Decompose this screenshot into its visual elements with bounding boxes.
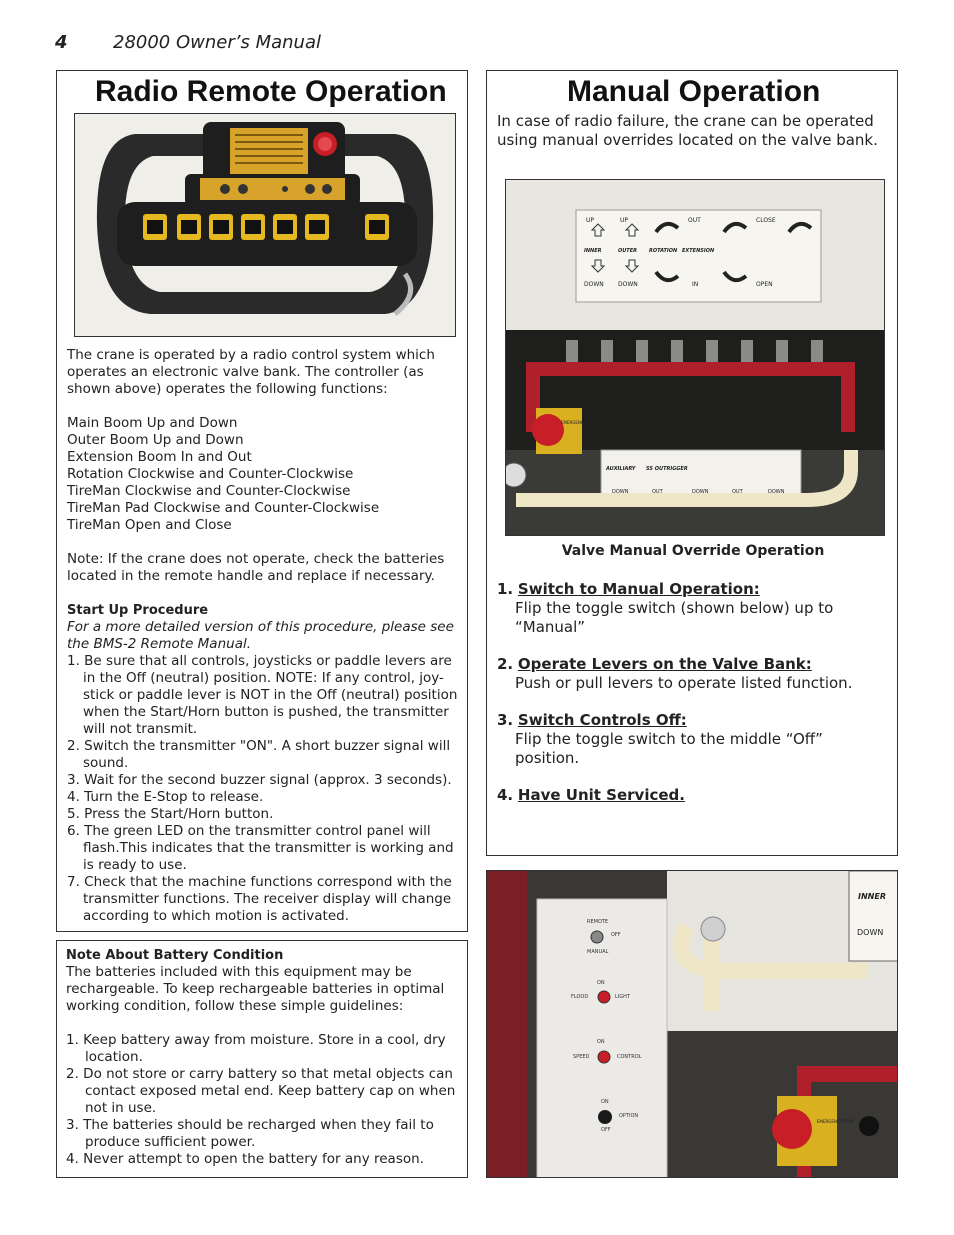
valve-up-label: UP — [586, 217, 595, 224]
switch-estop-label: EMERGENCY STOP — [817, 1119, 854, 1124]
switch-option-label: OPTION — [619, 1113, 639, 1119]
step-number: 4. — [497, 786, 514, 804]
valve-col-label: OUTER — [618, 248, 637, 254]
valve-up-label: CLOSE — [756, 217, 776, 224]
startup-step: 2. Switch the transmitter "ON". A short buzzer signal will sound. — [67, 738, 451, 771]
startup-step: 3. Wait for the second buzzer signal (approx. 3 seconds). — [67, 772, 452, 788]
battery-note: Note: If the crane does not operate, check the batteries located in the remote handle and replace if necessary. — [67, 551, 445, 584]
valve-col-label: INNER — [584, 248, 602, 254]
battery-item: 1. Keep battery away from moisture. Store in a cool, dry location. — [66, 1032, 446, 1065]
switch-speed-label: SPEED — [573, 1054, 590, 1060]
step-heading: Have Unit Serviced. — [517, 786, 685, 804]
switch-inner-label: INNER — [858, 892, 886, 901]
manual-step-title — [497, 580, 889, 599]
valve-down-label: DOWN — [584, 281, 604, 288]
step-heading: Switch to Manual Operation: — [517, 580, 760, 598]
valve-col-label: ROTATION — [649, 248, 678, 254]
radio-body-text — [67, 347, 459, 925]
startup-step: 4. Turn the E-Stop to release. — [67, 789, 264, 805]
manual-step-desc: Flip the toggle switch (shown below) up to “Manual” — [515, 599, 834, 636]
valve-lower-label: AUXILIARY — [606, 466, 636, 472]
manual-title: 28000 Owner’s Manual — [113, 32, 321, 53]
valve-up-label: UP — [620, 217, 629, 224]
battery-title: Note About Battery Condition — [66, 948, 284, 963]
switch-on-label: ON — [597, 980, 605, 986]
radio-intro: The crane is operated by a radio control system which operates an electronic valve bank. The controller (as shown above) operates the following functions: — [67, 347, 435, 397]
step-number: 3. — [497, 711, 514, 729]
switch-off-label: OFF — [601, 1127, 611, 1133]
startup-step: 7. Check that the machine functions correspond with the transmitter functions. The receiver display will change according to which motion is activated. — [67, 874, 452, 924]
startup-step: 5. Press the Start/Horn button. — [67, 806, 274, 822]
startup-title: Start Up Procedure — [67, 603, 209, 618]
function-item: TireMan Open and Close — [67, 517, 232, 533]
remote-controller-photo — [74, 113, 456, 337]
valve-down-label: IN — [692, 281, 699, 288]
step-heading: Switch Controls Off: — [517, 711, 687, 729]
manual-steps — [497, 580, 889, 805]
startup-reference: For a more detailed version of this procedure, please see the BMS-2 Remote Manual. — [67, 619, 454, 652]
manual-step-title — [497, 655, 889, 674]
valve-bank-photo — [505, 179, 885, 536]
function-item: TireMan Clockwise and Counter-Clockwise — [67, 483, 351, 499]
step-number: 1. — [497, 580, 514, 598]
function-item: Main Boom Up and Down — [67, 415, 238, 431]
function-item: Rotation Clockwise and Counter-Clockwise — [67, 466, 354, 482]
switch-flood-label: FLOOD — [571, 994, 589, 1000]
section-title-manual: Manual Operation — [567, 75, 821, 108]
startup-step: 6. The green LED on the transmitter control panel will flash.This indicates that the transmitter is working and is ready to use. — [67, 823, 454, 873]
switch-down-label: DOWN — [857, 928, 884, 937]
valve-col-label: EXTENSION — [682, 248, 715, 254]
manual-operation-section — [486, 70, 898, 856]
function-item: Outer Boom Up and Down — [67, 432, 244, 448]
page-number: 4 — [55, 32, 68, 53]
valve-estop-label: EMERGENCY STOP — [561, 420, 598, 425]
manual-step-title — [497, 786, 889, 805]
switch-remote-label: REMOTE — [587, 919, 609, 925]
battery-item: 4. Never attempt to open the battery for any reason. — [66, 1151, 424, 1167]
battery-body-text — [66, 947, 460, 1168]
valve-caption: Valve Manual Override Operation — [561, 543, 825, 559]
radio-remote-section — [56, 70, 468, 932]
battery-intro: The batteries included with this equipment may be rechargeable. To keep rechargeable batteries in optimal working condition, follow these simple guidelines: — [66, 964, 445, 1014]
step-heading: Operate Levers on the Valve Bank: — [517, 655, 812, 673]
section-title-radio: Radio Remote Operation — [95, 75, 447, 108]
battery-section — [56, 940, 468, 1178]
valve-down-label: OPEN — [756, 281, 773, 288]
valve-up-label: OUT — [688, 217, 701, 224]
switch-on-label: ON — [601, 1099, 609, 1105]
switch-on-label: ON — [597, 1039, 605, 1045]
valve-lower-down: DOWN — [612, 489, 629, 495]
valve-lower-down: DOWN — [692, 489, 709, 495]
valve-lower-down: OUT — [652, 489, 663, 495]
manual-step-title — [497, 711, 889, 730]
manual-step-desc: Push or pull levers to operate listed function. — [515, 674, 853, 692]
battery-item: 3. The batteries should be recharged when they fail to produce sufficient power. — [66, 1117, 434, 1150]
step-number: 2. — [497, 655, 514, 673]
function-item: TireMan Pad Clockwise and Counter-Clockwise — [67, 500, 380, 516]
battery-item: 2. Do not store or carry battery so that metal objects can contact exposed metal end. Keep battery cap on when not in use. — [66, 1066, 456, 1116]
switch-off-label: OFF — [611, 932, 621, 938]
valve-lower-down: DOWN — [768, 489, 785, 495]
switch-light-label: LIGHT — [615, 994, 630, 1000]
function-item: Extension Boom In and Out — [67, 449, 252, 465]
switch-panel-photo — [486, 870, 898, 1178]
valve-down-label: DOWN — [618, 281, 638, 288]
switch-control-label: CONTROL — [617, 1054, 642, 1060]
switch-manual-label: MANUAL — [587, 949, 609, 955]
valve-lower-down: OUT — [732, 489, 743, 495]
manual-intro: In case of radio failure, the crane can be operated using manual overrides located on the valve bank. — [497, 112, 878, 149]
startup-step: 1. Be sure that all controls, joysticks or paddle levers are in the Off (neutral) position. NOTE: If any control, joy-stick or paddle lever is NOT in the Off (neutral) position when the Start/Horn button is pushed, the transmitter will not transmit. — [67, 653, 458, 737]
manual-step-desc: Flip the toggle switch to the middle “Off” position. — [515, 730, 823, 767]
valve-lower-label: SS OUTRIGGER — [646, 466, 688, 472]
